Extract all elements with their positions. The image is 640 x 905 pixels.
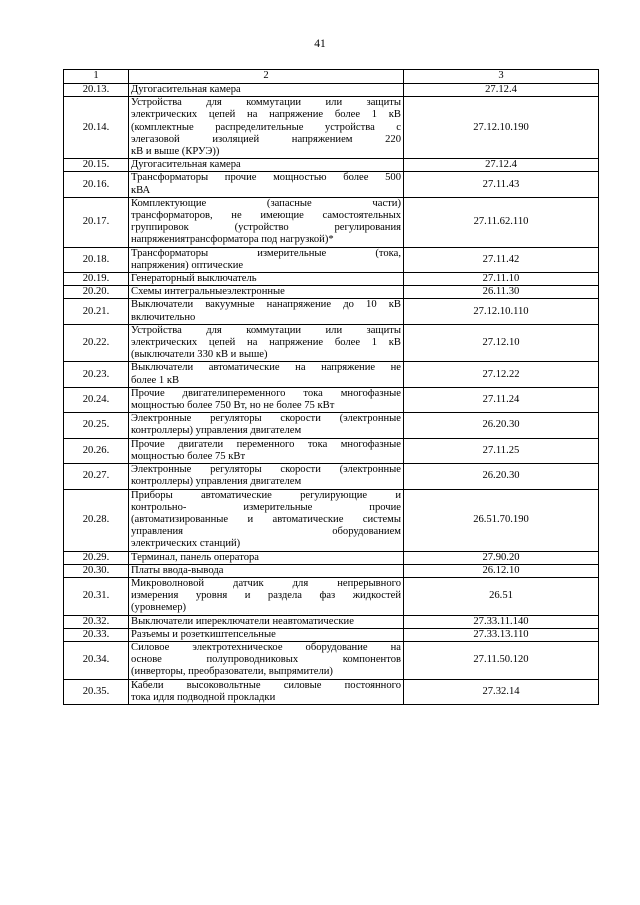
row-code: 27.11.24 [404,387,599,412]
row-number: 20.18. [64,247,129,272]
row-code: 27.12.10.190 [404,97,599,159]
table-row [64,387,599,412]
row-code: 26.11.30 [404,286,599,299]
row-description [129,84,404,97]
row-code: 27.11.10 [404,273,599,286]
row-description [129,628,404,641]
table-row [64,628,599,641]
row-number: 20.30. [64,564,129,577]
description-line: управления оборудованием [131,526,401,538]
row-number: 20.22. [64,324,129,362]
row-code: 26.20.30 [404,464,599,489]
document-table [63,69,599,705]
description-line: (автоматизированные и автоматические системы [131,513,401,525]
description-line: (выключатели 330 кВ и выше) [131,349,268,361]
row-description [129,159,404,172]
table-row [64,464,599,489]
row-description [129,438,404,463]
description-line: Прочие двигатели переменного тока многофазные [131,438,401,450]
row-number: 20.16. [64,172,129,197]
description-line: контрольно- измерительные прочие [131,501,401,513]
table-row [64,564,599,577]
description-line: трансформаторов, не имеющие самостоятельных [131,210,401,222]
description-line: контроллеры) управления двигателем [131,425,302,437]
row-number: 20.15. [64,159,129,172]
row-code: 26.51 [404,577,599,615]
description-line: электрических станций) [131,538,241,550]
description-line: (инверторы, преобразователи, выпрямители) [131,666,333,678]
row-description [129,273,404,286]
row-description [129,679,404,704]
row-number: 20.27. [64,464,129,489]
row-number: 20.21. [64,299,129,324]
row-description [129,413,404,438]
table-row [64,362,599,387]
table-row [64,577,599,615]
row-number: 20.23. [64,362,129,387]
description-line: Выключатели вакуумные нанапряжение до 10 кВ [131,299,401,311]
description-line: Дугогасительная камера [131,84,241,95]
description-line: Выключатели автоматические на напряжение не [131,362,401,374]
table-row [64,159,599,172]
description-line: Прочие двигателипеременного тока многофазные [131,387,401,399]
row-number: 20.31. [64,577,129,615]
row-description [129,615,404,628]
description-line: кВА [131,184,151,196]
row-description [129,247,404,272]
description-line: мощностью более 750 Вт, но не более 75 кВт [131,400,335,412]
description-line: электрических цепей на напряжение более 1 кВ [131,337,401,349]
row-code: 27.11.43 [404,172,599,197]
description-line: Платы ввода-вывода [131,564,224,576]
row-number: 20.35. [64,679,129,704]
row-number: 20.26. [64,438,129,463]
row-code: 26.51.70.190 [404,489,599,551]
table-row [64,679,599,704]
row-number: 20.24. [64,387,129,412]
row-code: 27.11.50.120 [404,641,599,679]
table-body [64,84,599,705]
row-description [129,641,404,679]
description-line: Устройства для коммутации или защиты [131,324,401,336]
description-line: группировок (устройство регулирования [131,222,401,234]
table-row [64,438,599,463]
row-number: 20.25. [64,413,129,438]
table-row [64,615,599,628]
table-row [64,413,599,438]
row-number: 20.32. [64,615,129,628]
row-number: 20.19. [64,273,129,286]
row-description [129,464,404,489]
row-description [129,489,404,551]
table-row [64,172,599,197]
row-code: 27.33.13.110 [404,628,599,641]
row-number: 20.34. [64,641,129,679]
description-line: Схемы интегральныеэлектронные [131,286,285,298]
description-line: Комплектующие (запасные части) [131,197,401,209]
row-code: 27.33.11.140 [404,615,599,628]
description-line: Дугогасительная камера [131,159,241,171]
table-row [64,489,599,551]
table-row [64,299,599,324]
row-description [129,577,404,615]
row-code: 27.12.22 [404,362,599,387]
table-row [64,324,599,362]
row-number: 20.33. [64,628,129,641]
row-description [129,564,404,577]
table-row [64,97,599,159]
row-description [129,387,404,412]
row-description [129,299,404,324]
description-line: включительно [131,311,196,323]
table-row [64,84,599,97]
table-row [64,197,599,247]
description-line: измерения уровня и раздела фаз жидкостей [131,590,401,602]
description-line: Терминал, панель оператора [131,551,260,563]
description-line: элегазовой изоляцией напряжением 220 [131,133,401,145]
row-code: 27.11.42 [404,247,599,272]
description-line: (комплектные распределительные устройства с [131,121,401,133]
row-description [129,97,404,159]
row-code: 27.11.25 [404,438,599,463]
description-line: Электронные регуляторы скорости (электронные [131,464,401,476]
description-line: Микроволновой датчик для непрерывного [131,577,401,589]
table-row [64,273,599,286]
description-line: напряжениятрансформатора под нагрузкой)* [131,234,334,246]
description-line: (уровнемер) [131,602,187,614]
column-header-code: 3 [404,70,599,84]
row-code: 27.12.4 [404,84,599,97]
row-code: 27.32.14 [404,679,599,704]
row-number: 20.28. [64,489,129,551]
description-line: кВ и выше (КРУЭ)) [131,146,220,158]
row-code: 27.90.20 [404,551,599,564]
row-code: 26.12.10 [404,564,599,577]
description-line: контроллеры) управления двигателем [131,476,302,488]
description-line: Электронные регуляторы скорости (электронные [131,413,401,425]
description-line: напряжения) оптические [131,259,244,271]
description-line: Генераторный выключатель [131,273,257,285]
description-line: Силовое электротехническое оборудование на [131,641,401,653]
row-description [129,172,404,197]
row-number: 20.29. [64,551,129,564]
description-line: мощностью более 75 кВт [131,450,246,462]
row-code: 27.12.10 [404,324,599,362]
table-row [64,551,599,564]
table-row [64,641,599,679]
description-line: Трансформаторы прочие мощностью более 500 [131,172,401,184]
row-number: 20.20. [64,286,129,299]
description-line: основе полупроводниковых компонентов [131,654,401,666]
row-description [129,362,404,387]
row-code: 27.12.4 [404,159,599,172]
row-number: 20.14. [64,97,129,159]
description-line: более 1 кВ [131,374,180,386]
row-code: 27.12.10.110 [404,299,599,324]
row-description [129,551,404,564]
description-line: электрических цепей на напряжение более 1 кВ [131,109,401,121]
description-line: Трансформаторы измерительные (тока, [131,247,401,259]
row-number: 20.13. [64,84,129,97]
row-code: 26.20.30 [404,413,599,438]
row-description [129,286,404,299]
description-line: Кабели высоковольтные силовые постоянного [131,679,401,691]
description-line: Устройства для коммутации или защиты [131,97,401,109]
description-line: Выключатели ипереключатели неавтоматические [131,615,354,627]
row-description [129,324,404,362]
description-line: Приборы автоматические регулирующие и [131,489,401,501]
table-header-row [64,70,599,84]
row-number: 20.17. [64,197,129,247]
table-row [64,247,599,272]
column-header-number: 1 [64,70,129,84]
page-number: 41 [314,38,326,50]
description-line: Разъемы и розеткиштепсельные [131,628,276,640]
description-line: тока идля подводной прокладки [131,691,276,703]
column-header-name: 2 [129,70,404,84]
table-row [64,286,599,299]
row-description [129,197,404,247]
row-code: 27.11.62.110 [404,197,599,247]
